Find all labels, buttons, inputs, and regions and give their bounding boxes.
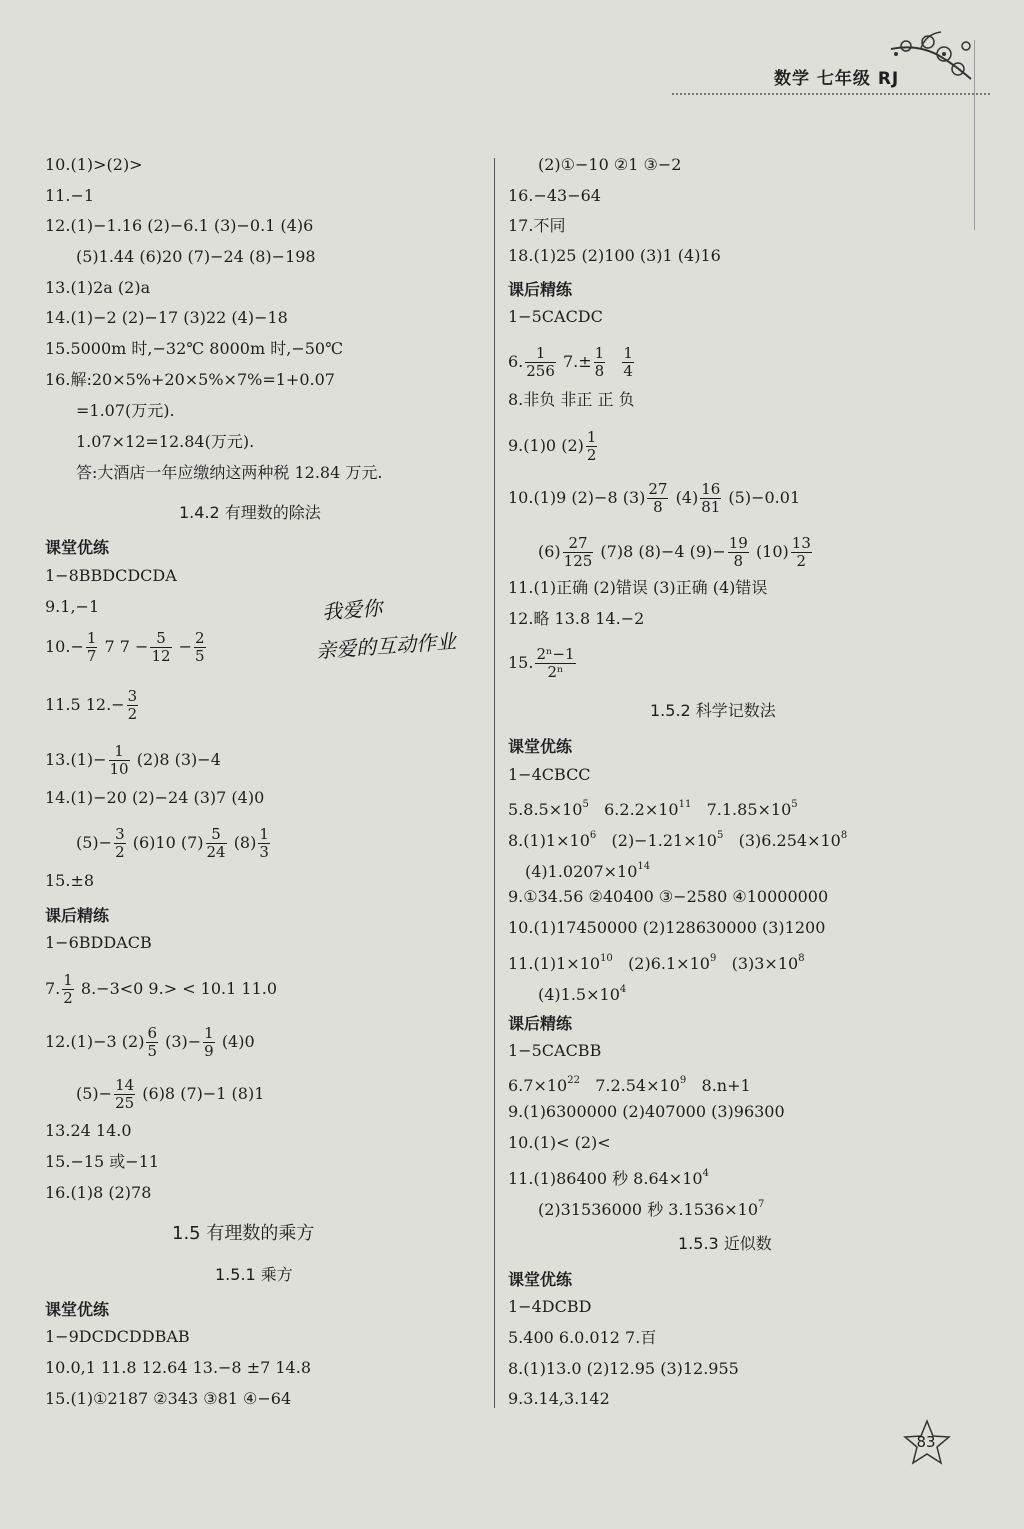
fraction: $\frac{1}{8}$ — [594, 344, 605, 380]
answer-line: 8.非负 非正 正 负 — [508, 390, 635, 409]
answer-line: $(4)1.0207\times 10^{14}$ — [525, 861, 651, 881]
answer-line: $5.8.5\times 10^5$ $6.2.2\times 10^{11}$ $7.1.85\times 10^5$ — [508, 799, 798, 819]
answer-line: 14.(1)−20 (2)−24 (3)7 (4)0 — [45, 788, 265, 807]
answer-line: 9.(1)6300000 (2)407000 (3)96300 — [508, 1102, 785, 1121]
answer-line: 10.0,1 11.8 12.64 13.−8 ±7 14.8 — [45, 1358, 311, 1377]
fraction: $\frac{14}{25}$ — [115, 1076, 135, 1112]
answer-line: 1−5CACBB — [508, 1041, 602, 1060]
answer-line: (5)1.44 (6)20 (7)−24 (8)−198 — [76, 247, 316, 266]
answer-line: 18.(1)25 (2)100 (3)1 (4)16 — [508, 246, 721, 265]
answer-line: 10.(1)>(2)> — [45, 155, 143, 174]
handwriting-note: 亲爱的互动作业 — [315, 629, 457, 663]
fraction: $\frac{5}{12}$ — [151, 629, 171, 665]
answer-line: 9.(1)0 (2) $\frac{1}{2}$ — [508, 428, 597, 464]
fraction: $\frac{1}{10}$ — [109, 742, 129, 778]
subsection-heading: 课后精练 — [508, 280, 573, 299]
fraction: $\frac{1}{2}$ — [63, 971, 73, 1007]
answer-line: 1−6BDDACB — [45, 933, 152, 952]
answer-line: 13.(1)2a (2)a — [45, 278, 151, 297]
answer-line: $6.7\times 10^{22}$ $7.2.54\times 10^9$ 8.n+1 — [508, 1075, 751, 1095]
section-title: 1.5.2 科学记数法 — [650, 701, 776, 720]
header-title: 数学 七年级 RJ — [774, 69, 900, 89]
answer-line: 11.−1 — [45, 186, 95, 205]
answer-line: 15. $\frac{\text{2ⁿ−1}}{\text{2ⁿ}}$ — [508, 645, 575, 681]
answer-line: 16.(1)8 (2)78 — [45, 1183, 152, 1202]
answer-line: 17.不同 — [508, 216, 566, 235]
subsection-heading: 课堂优练 — [508, 1270, 573, 1289]
answer-line: 8.(1)13.0 (2)12.95 (3)12.955 — [508, 1359, 739, 1378]
answer-line: 9.1,−1 — [45, 597, 100, 616]
answer-line: 12.略 13.8 14.−2 — [508, 609, 645, 628]
answer-line: 6. $\frac{1}{256}$ 7.± $\frac{1}{8}$ $\frac{1}{4}$ — [508, 344, 633, 380]
answer-line: (6) $\frac{27}{125}$ (7)8 (8)−4 (9)− $\frac{19}{8}$ (10) $\frac{13}{2}$ — [538, 534, 811, 570]
fraction: $\frac{19}{8}$ — [728, 534, 748, 570]
answer-line: 1−4DCBD — [508, 1297, 592, 1316]
fraction: $\frac{1}{256}$ — [526, 344, 555, 380]
answer-line: (5)− $\frac{14}{25}$ (6)8 (7)−1 (8)1 — [76, 1076, 265, 1112]
section-title: 1.5 有理数的乘方 — [172, 1223, 315, 1244]
answer-line: 15.(1)①2187 ②343 ③81 ④−64 — [45, 1389, 292, 1408]
subsection-heading: 课后精练 — [45, 906, 110, 925]
answer-line: 11.5 12.− $\frac{3}{2}$ — [45, 687, 138, 723]
fraction: $\frac{1}{7}$ — [86, 629, 97, 665]
fraction: $\frac{1}{9}$ — [204, 1024, 214, 1060]
answer-line: 1−5CACDC — [508, 307, 603, 326]
answer-line: 5.400 6.0.012 7.百 — [508, 1328, 657, 1347]
section-title: 1.5.3 近似数 — [678, 1234, 772, 1253]
answer-line: 10.(1)< (2)< — [508, 1133, 611, 1152]
fraction: $\frac{3}{2}$ — [127, 687, 138, 723]
fraction: $\frac{2}{5}$ — [195, 629, 205, 665]
fraction: $\frac{16}{81}$ — [701, 480, 721, 516]
fraction: $\frac{1}{2}$ — [586, 428, 597, 464]
plum-blossom-icon — [886, 24, 976, 94]
answer-line: 1.07×12=12.84(万元). — [76, 432, 255, 451]
answer-line: =1.07(万元). — [76, 401, 175, 420]
answer-line: $8.(1)1\times 10^6$ $(2)-1.21\times 10^5$ $(3)6.254\times 10^8$ — [508, 830, 848, 850]
answer-line: 11.(1)86400 秒 $8.64\times 10^4$ — [508, 1168, 709, 1188]
subsection-heading: 课堂优练 — [45, 538, 110, 557]
answer-line: 10.(1)9 (2)−8 (3) $\frac{27}{8}$ (4) $\frac{16}{81}$ (5)−0.01 — [508, 480, 801, 516]
answer-line: 7. $\frac{1}{2}$ 8.−3<0 9.> < 10.1 11.0 — [45, 971, 278, 1007]
answer-line: 11.(1)正确 (2)错误 (3)正确 (4)错误 — [508, 578, 768, 597]
fraction: $\frac{1}{4}$ — [623, 344, 633, 380]
fraction: $\frac{1}{3}$ — [259, 825, 269, 861]
answer-line: 答:大酒店一年应缴纳这两种税 12.84 万元. — [76, 463, 383, 482]
answer-line: 1−8BBDCDCDA — [45, 566, 177, 585]
fraction: $\frac{5}{24}$ — [206, 825, 226, 861]
answer-line: $11.(1)1\times 10^{10}$ $(2)6.1\times 10^9$ $(3)3\times 10^8$ — [508, 953, 805, 973]
answer-line: 14.(1)−2 (2)−17 (3)22 (4)−18 — [45, 308, 288, 327]
subsection-heading: 课后精练 — [508, 1014, 573, 1033]
section-title: 1.4.2 有理数的除法 — [179, 503, 321, 522]
answer-line: (2)31536000 秒 $3.1536\times 10^7$ — [538, 1199, 765, 1219]
answer-line: 15.−15 或−11 — [45, 1152, 160, 1171]
answer-line: (5)− $\frac{3}{2}$ (6)10 (7) $\frac{5}{24}$ (8) $\frac{1}{3}$ — [76, 825, 269, 861]
answer-line: 12.(1)−3 (2) $\frac{6}{5}$ (3)− $\frac{1}{9}$ (4)0 — [45, 1024, 255, 1060]
answer-line: 15.5000m 时,−32℃ 8000m 时,−50℃ — [45, 339, 343, 358]
answer-line: 1−9DCDCDDBAB — [45, 1327, 190, 1346]
fraction: $\frac{6}{5}$ — [147, 1024, 157, 1060]
answer-line: 13.(1)− $\frac{1}{10}$ (2)8 (3)−4 — [45, 742, 221, 778]
subsection-heading: 课堂优练 — [508, 737, 573, 756]
section-title: 1.5.1 乘方 — [215, 1265, 293, 1284]
answer-line: 9.①34.56 ②40400 ③−2580 ④10000000 — [508, 887, 829, 906]
subsection-heading: 课堂优练 — [45, 1300, 110, 1319]
fraction: $\frac{\text{2ⁿ−1}}{\text{2ⁿ}}$ — [536, 645, 575, 681]
answer-line: 1−4CBCC — [508, 765, 591, 784]
column-divider — [494, 158, 495, 1408]
fraction: $\frac{27}{8}$ — [648, 480, 668, 516]
answer-line: 10.− $\frac{1}{7}$ 7 7 − $\frac{5}{12}$ − $\frac{2}{5}$ — [45, 629, 205, 665]
answer-line: 10.(1)17450000 (2)128630000 (3)1200 — [508, 918, 826, 937]
fraction: $\frac{3}{2}$ — [115, 825, 125, 861]
answer-line: 9.3.14,3.142 — [508, 1389, 610, 1408]
answer-line: 13.24 14.0 — [45, 1121, 132, 1140]
answer-line: $(4)1.5\times 10^4$ — [538, 984, 627, 1004]
handwriting-note: 我爱你 — [321, 595, 383, 625]
answer-line: 16.−43−64 — [508, 186, 601, 205]
fraction: $\frac{13}{2}$ — [791, 534, 811, 570]
answer-line: 15.±8 — [45, 871, 95, 890]
fraction: $\frac{27}{125}$ — [563, 534, 593, 570]
answer-line: 16.解:20×5%+20×5%×7%=1+0.07 — [45, 370, 335, 389]
answer-line: (2)①−10 ②1 ③−2 — [538, 155, 682, 174]
answer-line: 12.(1)−1.16 (2)−6.1 (3)−0.1 (4)6 — [45, 216, 314, 235]
page-number: 83 — [916, 1433, 936, 1451]
